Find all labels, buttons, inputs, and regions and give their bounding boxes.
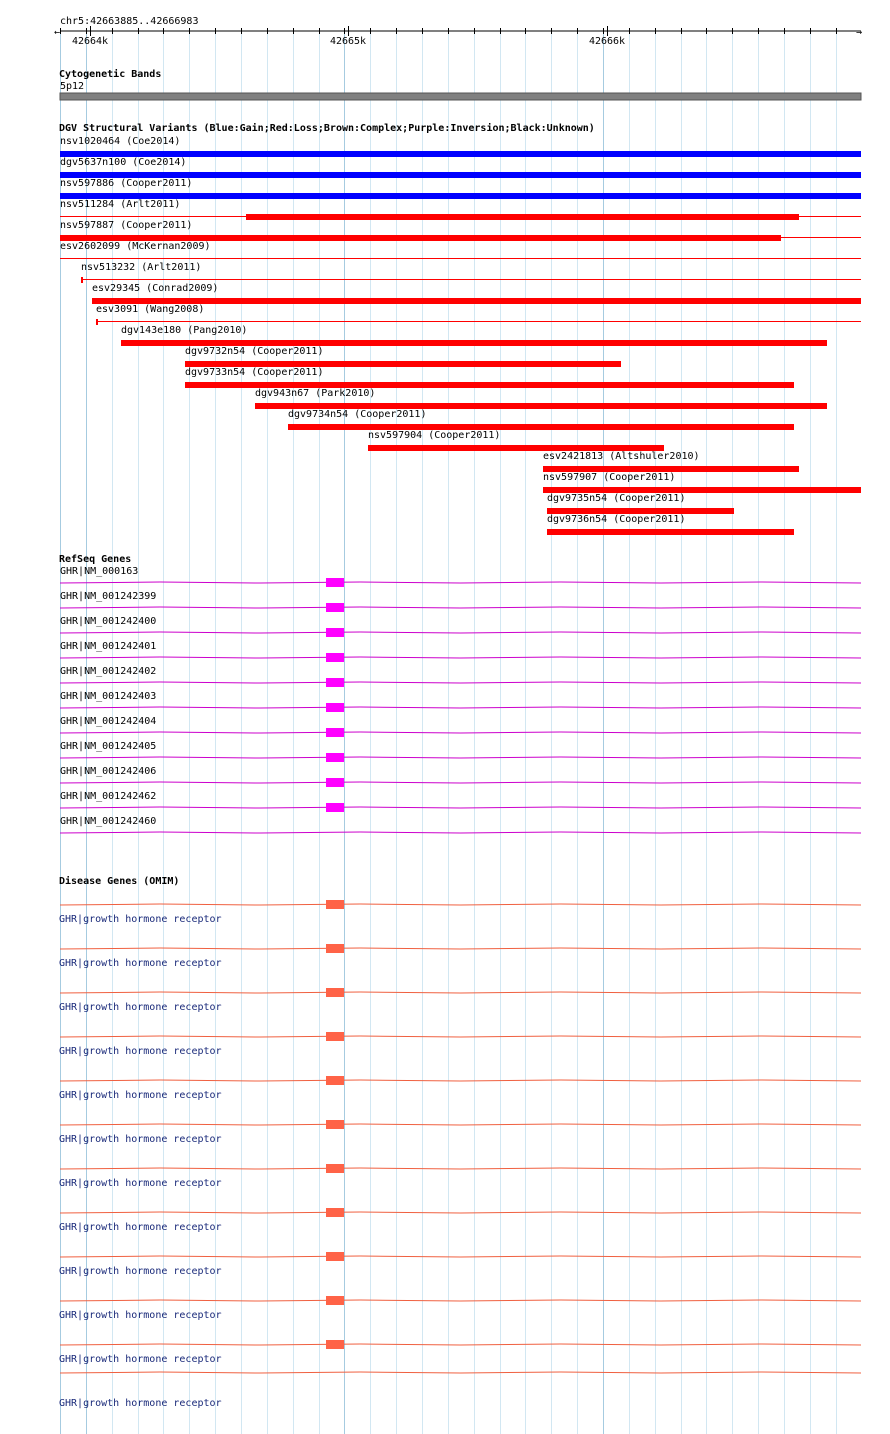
dgv-feature[interactable] — [60, 220, 861, 241]
omim-intron-line — [60, 948, 861, 949]
refseq-gene-label: GHR|NM_001242462 — [60, 791, 157, 802]
dgv-feature-label: nsv1020464 (Coe2014) — [60, 136, 181, 147]
refseq-exon — [326, 703, 344, 712]
dgv-feature-label: nsv597886 (Cooper2011) — [60, 178, 193, 189]
dgv-feature[interactable] — [547, 493, 734, 514]
omim-exon — [326, 1340, 344, 1349]
dgv-feature[interactable] — [92, 283, 861, 304]
omim-exon — [326, 988, 344, 997]
omim-gene[interactable] — [59, 988, 861, 1013]
omim-gene[interactable] — [59, 1120, 861, 1145]
refseq-exon — [326, 603, 344, 612]
omim-intron-line — [60, 1212, 861, 1213]
dgv-feature[interactable] — [60, 178, 861, 199]
refseq-intron-line — [60, 607, 861, 608]
omim-exon — [326, 1076, 344, 1085]
omim-gene-label: GHR|growth hormone receptor — [59, 1178, 222, 1189]
omim-gene[interactable] — [59, 1340, 861, 1365]
refseq-gene-label: GHR|NM_001242401 — [60, 641, 157, 652]
dgv-feature-label: dgv9736n54 (Cooper2011) — [547, 514, 686, 525]
refseq-track — [59, 554, 861, 833]
omim-intron-line — [60, 1300, 861, 1301]
omim-gene[interactable] — [59, 1076, 861, 1101]
refseq-exon — [326, 578, 344, 587]
omim-intron-line — [60, 1168, 861, 1169]
omim-exon — [326, 1296, 344, 1305]
omim-gene[interactable] — [59, 1296, 861, 1321]
omim-gene[interactable] — [59, 1252, 861, 1277]
refseq-gene[interactable] — [60, 591, 861, 612]
omim-gene-label: GHR|growth hormone receptor — [59, 1134, 222, 1145]
omim-exon — [326, 1252, 344, 1261]
ruler-tick-label: 42665k — [329, 36, 367, 47]
dgv-feature[interactable] — [60, 136, 861, 157]
refseq-gene[interactable] — [60, 616, 861, 637]
dgv-feature-label: nsv513232 (Arlt2011) — [81, 262, 202, 273]
omim-intron-line — [60, 1080, 861, 1081]
track-title-refseq: RefSeq Genes — [59, 554, 132, 565]
refseq-exon — [326, 728, 344, 737]
dgv-feature-label: esv2421813 (Altshuler2010) — [543, 451, 700, 462]
dgv-feature[interactable] — [60, 241, 861, 259]
dgv-feature-label: dgv9733n54 (Cooper2011) — [185, 367, 324, 378]
omim-gene-label: GHR|growth hormone receptor — [59, 1046, 222, 1057]
refseq-intron-line — [60, 807, 861, 808]
dgv-feature-label: dgv9734n54 (Cooper2011) — [288, 409, 427, 420]
dgv-feature[interactable] — [185, 346, 621, 367]
refseq-gene[interactable] — [60, 666, 861, 687]
dgv-feature-label: esv3091 (Wang2008) — [96, 304, 205, 315]
dgv-feature-bar — [81, 277, 83, 283]
ruler-track — [54, 16, 862, 47]
refseq-gene-label: GHR|NM_001242404 — [60, 716, 157, 727]
dgv-feature[interactable] — [81, 262, 861, 283]
track-title-dgv: DGV Structural Variants (Blue:Gain;Red:Loss;Brown:Complex;Purple:Inversion;Black:Unknown) — [59, 123, 595, 134]
dgv-feature[interactable] — [543, 472, 861, 493]
dgv-feature-label: dgv143e180 (Pang2010) — [121, 325, 248, 336]
refseq-gene[interactable] — [60, 791, 861, 812]
omim-intron-line — [60, 904, 861, 905]
refseq-intron-line — [60, 582, 861, 583]
refseq-features — [60, 566, 861, 833]
dgv-feature[interactable] — [96, 304, 861, 325]
dgv-feature[interactable] — [60, 157, 861, 178]
ruler-arrow-right-icon: → — [856, 27, 863, 38]
dgv-track — [59, 122, 861, 535]
omim-gene-label: GHR|growth hormone receptor — [59, 1002, 222, 1013]
refseq-intron-line — [60, 782, 861, 783]
dgv-feature-label: dgv9735n54 (Cooper2011) — [547, 493, 686, 504]
region-label: chr5:42663885..42666983 — [60, 16, 199, 27]
omim-gene[interactable] — [59, 1372, 861, 1409]
refseq-gene-label: GHR|NM_001242403 — [60, 691, 157, 702]
ruler-tick-label: 42666k — [588, 36, 626, 47]
dgv-feature-bar — [96, 319, 98, 325]
dgv-feature-label: esv29345 (Conrad2009) — [92, 283, 219, 294]
omim-intron-line — [60, 1372, 861, 1373]
dgv-feature-label: dgv943n67 (Park2010) — [255, 388, 376, 399]
omim-gene-label: GHR|growth hormone receptor — [59, 1090, 222, 1101]
dgv-feature[interactable] — [255, 388, 827, 409]
refseq-gene[interactable] — [60, 816, 861, 833]
omim-gene-label: GHR|growth hormone receptor — [59, 1354, 222, 1365]
refseq-gene[interactable] — [60, 741, 861, 762]
dgv-feature-label: dgv5637n100 (Coe2014) — [60, 157, 187, 168]
omim-gene[interactable] — [59, 944, 861, 969]
refseq-exon — [326, 653, 344, 662]
refseq-gene-label: GHR|NM_001242399 — [60, 591, 157, 602]
omim-intron-line — [60, 1256, 861, 1257]
refseq-intron-line — [60, 732, 861, 733]
cytoband-bar[interactable] — [60, 93, 861, 100]
dgv-feature-bar — [92, 298, 861, 304]
dgv-feature[interactable] — [368, 430, 664, 451]
dgv-feature-label: dgv9732n54 (Cooper2011) — [185, 346, 324, 357]
omim-exon — [326, 1120, 344, 1129]
refseq-gene-label: GHR|NM_001242400 — [60, 616, 157, 627]
refseq-intron-line — [60, 832, 861, 833]
omim-gene-label: GHR|growth hormone receptor — [59, 914, 222, 925]
dgv-feature-label: esv2602099 (McKernan2009) — [60, 241, 211, 252]
dgv-feature[interactable] — [185, 367, 794, 388]
refseq-exon — [326, 803, 344, 812]
omim-gene[interactable] — [59, 1208, 861, 1233]
dgv-feature[interactable] — [547, 514, 794, 535]
omim-intron-line — [60, 1124, 861, 1125]
dgv-feature-label: nsv597904 (Cooper2011) — [368, 430, 501, 441]
refseq-gene[interactable] — [60, 691, 861, 712]
omim-gene-label: GHR|growth hormone receptor — [59, 1310, 222, 1321]
omim-gene[interactable] — [59, 1164, 861, 1189]
cytoband-track[interactable] — [59, 68, 861, 100]
refseq-intron-line — [60, 632, 861, 633]
omim-gene-label: GHR|growth hormone receptor — [59, 958, 222, 969]
refseq-intron-line — [60, 657, 861, 658]
refseq-gene[interactable] — [60, 566, 861, 587]
refseq-intron-line — [60, 707, 861, 708]
refseq-gene-label: GHR|NM_001242405 — [60, 741, 157, 752]
refseq-exon — [326, 778, 344, 787]
dgv-feature-label: nsv597887 (Cooper2011) — [60, 220, 193, 231]
omim-gene-label: GHR|growth hormone receptor — [59, 1398, 222, 1409]
cytoband-label: 5p12 — [60, 81, 85, 92]
refseq-gene[interactable] — [60, 641, 861, 662]
omim-gene-label: GHR|growth hormone receptor — [59, 1222, 222, 1233]
omim-features — [59, 900, 861, 1409]
omim-exon — [326, 944, 344, 953]
refseq-gene-label: GHR|NM_001242402 — [60, 666, 157, 677]
refseq-intron-line — [60, 757, 861, 758]
track-title-cytoband: Cytogenetic Bands — [59, 69, 162, 80]
omim-exon — [326, 1032, 344, 1041]
omim-gene-label: GHR|growth hormone receptor — [59, 1266, 222, 1277]
dgv-feature-label: nsv597907 (Cooper2011) — [543, 472, 676, 483]
refseq-gene-label: GHR|NM_001242460 — [60, 816, 157, 827]
refseq-exon — [326, 678, 344, 687]
refseq-gene[interactable] — [60, 766, 861, 787]
refseq-intron-line — [60, 682, 861, 683]
track-title-omim: Disease Genes (OMIM) — [59, 876, 180, 887]
omim-intron-line — [60, 1036, 861, 1037]
omim-exon — [326, 900, 344, 909]
omim-exon — [326, 1164, 344, 1173]
refseq-gene[interactable] — [60, 716, 861, 737]
omim-exon — [326, 1208, 344, 1217]
refseq-exon — [326, 753, 344, 762]
omim-track — [59, 875, 861, 1409]
refseq-exon — [326, 628, 344, 637]
dgv-feature[interactable] — [288, 409, 794, 430]
dgv-features — [60, 136, 861, 535]
ruler-arrow-left-icon: ← — [54, 27, 61, 38]
dgv-feature-bar — [246, 214, 799, 220]
refseq-gene-label: GHR|NM_001242406 — [60, 766, 157, 777]
refseq-gene-label: GHR|NM_000163 — [60, 566, 139, 577]
omim-intron-line — [60, 992, 861, 993]
omim-gene[interactable] — [59, 1032, 861, 1057]
ruler-ticks — [54, 26, 862, 47]
ruler-tick-label: 42664k — [71, 36, 109, 47]
omim-gene[interactable] — [59, 900, 861, 925]
dgv-feature-label: nsv511284 (Arlt2011) — [60, 199, 181, 210]
dgv-feature[interactable] — [60, 199, 861, 220]
dgv-feature[interactable] — [543, 451, 799, 472]
dgv-feature-bar — [288, 424, 794, 430]
dgv-feature-bar — [547, 529, 794, 535]
omim-intron-line — [60, 1344, 861, 1345]
